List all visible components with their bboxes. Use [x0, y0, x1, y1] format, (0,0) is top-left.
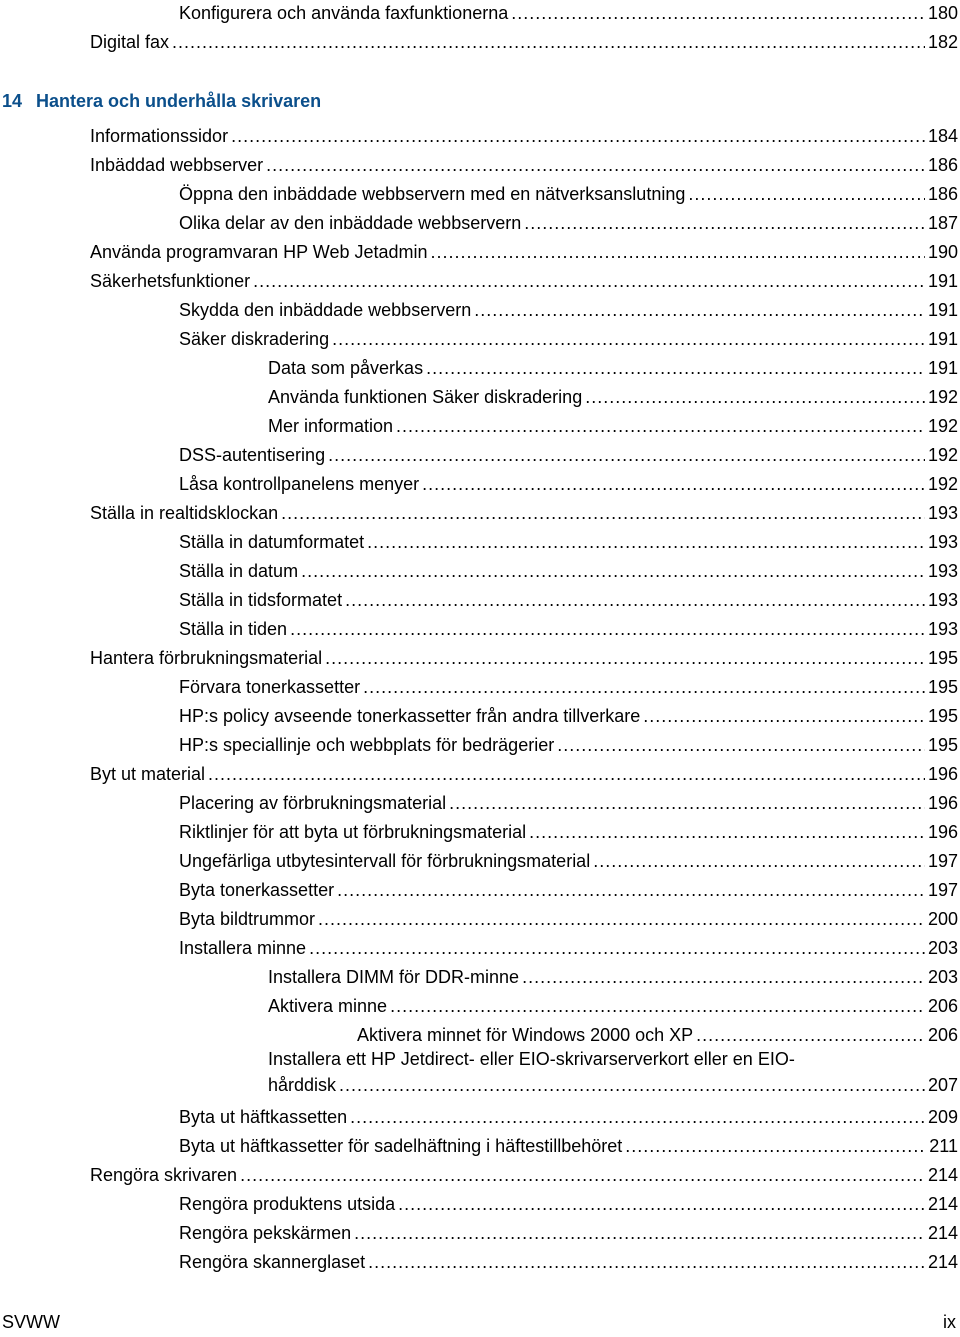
toc-page-number: 192: [927, 416, 958, 436]
toc-page-number: 193: [927, 532, 958, 552]
toc-entry-label: Informationssidor: [90, 126, 229, 146]
toc-entry[interactable]: [0, 208, 960, 234]
dot-leader: [337, 879, 925, 901]
toc-entry[interactable]: [0, 411, 960, 437]
toc-entry[interactable]: [0, 382, 960, 408]
toc-page-number: 193: [927, 619, 958, 639]
toc-entry-label: Ställa in tiden: [179, 619, 288, 639]
toc-entry-label: Ställa in realtidsklockan: [90, 503, 279, 523]
dot-leader: [426, 357, 925, 379]
dot-leader: [557, 734, 925, 756]
toc-page-number: 191: [927, 271, 958, 291]
toc-entry-label: Hantera förbrukningsmaterial: [90, 648, 323, 668]
toc-page-number: 182: [927, 32, 958, 52]
toc-entry-label: Öppna den inbäddade webbservern med en nätverksanslutning: [179, 184, 686, 204]
toc-page-number: 195: [927, 706, 958, 726]
toc-page-number: 186: [927, 184, 958, 204]
toc-entry[interactable]: [0, 121, 960, 147]
toc-page-number: 195: [927, 677, 958, 697]
toc-entry[interactable]: [0, 672, 960, 698]
toc-entry[interactable]: [0, 179, 960, 205]
dot-leader: [266, 154, 925, 176]
toc-page-number: 191: [927, 329, 958, 349]
toc-page-number: 209: [927, 1107, 958, 1127]
dot-leader: [511, 2, 925, 24]
toc-entry[interactable]: [0, 788, 960, 814]
toc-page-number: 184: [927, 126, 958, 146]
toc-page-number: 200: [927, 909, 958, 929]
toc-page-number: 196: [927, 822, 958, 842]
toc-page-number: 197: [927, 851, 958, 871]
toc-entry[interactable]: [0, 1189, 960, 1215]
dot-leader: [240, 1164, 925, 1186]
chapter-number: 14: [2, 91, 23, 111]
toc-entry-label: Rengöra produktens utsida: [179, 1194, 396, 1214]
toc-page-number: 193: [927, 503, 958, 523]
toc-entry-label: Digital fax: [90, 32, 170, 52]
toc-page-number: 214: [927, 1194, 958, 1214]
dot-leader: [696, 1024, 925, 1046]
toc-page-number: 192: [927, 387, 958, 407]
dot-leader: [585, 386, 925, 408]
dot-leader: [529, 821, 925, 843]
chapter-heading[interactable]: [2, 90, 321, 112]
toc-page-number: 191: [927, 300, 958, 320]
toc-entry[interactable]: [0, 237, 960, 263]
toc-entry[interactable]: [0, 1131, 960, 1157]
toc-entry-label: Skydda den inbäddade webbservern: [179, 300, 472, 320]
toc-entry[interactable]: [0, 933, 960, 959]
dot-leader: [593, 850, 925, 872]
toc-entry[interactable]: [0, 295, 960, 321]
toc-entry[interactable]: [0, 817, 960, 843]
toc-entry-label: Säker diskradering: [179, 329, 330, 349]
dot-leader: [350, 1106, 925, 1128]
toc-entry[interactable]: [0, 875, 960, 901]
toc-entry-label: Installera DIMM för DDR-minne: [268, 967, 520, 987]
dot-leader: [625, 1135, 926, 1157]
toc-entry-label: Använda funktionen Säker diskradering: [268, 387, 583, 407]
dot-leader: [325, 647, 925, 669]
toc-entry-label: Installera minne: [179, 938, 307, 958]
toc-entry-label: Rengöra skannerglaset: [179, 1252, 366, 1272]
toc-entry-multiline[interactable]: [268, 1046, 960, 1098]
toc-page-number: 180: [927, 3, 958, 23]
dot-leader: [354, 1222, 925, 1244]
toc-entry[interactable]: [0, 324, 960, 350]
dot-leader: [449, 792, 925, 814]
toc-entry[interactable]: [0, 27, 960, 53]
toc-page-number: 193: [927, 590, 958, 610]
toc-page-number: 197: [927, 880, 958, 900]
toc-entry-label: Säkerhetsfunktioner: [90, 271, 251, 291]
toc-entry-label: Rengöra pekskärmen: [179, 1223, 352, 1243]
toc-entry[interactable]: [0, 0, 960, 24]
dot-leader: [643, 705, 925, 727]
dot-leader: [367, 531, 925, 553]
toc-entry[interactable]: [0, 469, 960, 495]
toc-entry-label: DSS-autentisering: [179, 445, 326, 465]
toc-entry[interactable]: [0, 440, 960, 466]
toc-page-number: 211: [929, 1136, 958, 1156]
dot-leader: [172, 31, 925, 53]
dot-leader: [688, 183, 925, 205]
toc-entry-label: Ungefärliga utbytesintervall för förbrukningsmaterial: [179, 851, 591, 871]
dot-leader: [431, 241, 925, 263]
dot-leader: [524, 212, 925, 234]
toc-entry-label-continued: hårddisk: [268, 1075, 337, 1095]
toc-entry-label: Aktivera minnet för Windows 2000 och XP: [357, 1025, 694, 1045]
dot-leader: [339, 1072, 925, 1098]
toc-entry[interactable]: [0, 1020, 960, 1046]
dot-leader: [396, 415, 925, 437]
toc-page-number: 203: [927, 938, 958, 958]
dot-leader: [332, 328, 925, 350]
toc-entry-label: Konfigurera och använda faxfunktionerna: [179, 3, 509, 23]
toc-entry[interactable]: [0, 962, 960, 988]
toc-page-number: 192: [927, 474, 958, 494]
toc-entry-label: Placering av förbrukningsmaterial: [179, 793, 447, 813]
toc-entry-label: Byt ut material: [90, 764, 206, 784]
toc-entry[interactable]: [0, 759, 960, 785]
dot-leader: [474, 299, 925, 321]
toc-page-number: 214: [927, 1252, 958, 1272]
dot-leader: [318, 908, 925, 930]
toc-entry-label: Byta bildtrummor: [179, 909, 316, 929]
toc-entry-label: Byta ut häftkassetter för sadelhäftning i häftestillbehöret: [179, 1136, 623, 1156]
toc-entry[interactable]: [0, 353, 960, 379]
toc-entry[interactable]: [0, 991, 960, 1017]
dot-leader: [363, 676, 925, 698]
toc-entry-label: HP:s speciallinje och webbplats för bedrägerier: [179, 735, 555, 755]
dot-leader: [328, 444, 925, 466]
toc-page-number: 207: [927, 1075, 958, 1095]
toc-entry-label: Olika delar av den inbäddade webbservern: [179, 213, 522, 233]
toc-entry[interactable]: [0, 150, 960, 176]
dot-leader: [390, 995, 925, 1017]
toc-page-number: 196: [927, 793, 958, 813]
toc-page-number: 206: [927, 1025, 958, 1045]
toc-entry[interactable]: [0, 527, 960, 553]
toc-entry-label: Rengöra skrivaren: [90, 1165, 238, 1185]
toc-page-number: 193: [927, 561, 958, 581]
toc-page-number: 195: [927, 648, 958, 668]
toc-page-number: 187: [927, 213, 958, 233]
toc-entry[interactable]: [0, 730, 960, 756]
toc-entry-label: Riktlinjer för att byta ut förbrukningsmaterial: [179, 822, 527, 842]
toc-entry[interactable]: [0, 643, 960, 669]
footer-doc-code: SVWW: [2, 1312, 60, 1332]
page-footer: [0, 1312, 960, 1334]
toc-entry-label: Ställa in datumformatet: [179, 532, 365, 552]
toc-page-number: 203: [927, 967, 958, 987]
toc-page-number: 196: [927, 764, 958, 784]
toc-entry[interactable]: [0, 498, 960, 524]
toc-entry[interactable]: [0, 556, 960, 582]
toc-page-number: 195: [927, 735, 958, 755]
toc-entry-label: Data som påverkas: [268, 358, 424, 378]
toc-entry-label: Byta ut häftkassetten: [179, 1107, 348, 1127]
toc-entry-label: Aktivera minne: [268, 996, 388, 1016]
toc-entry-label: Installera ett HP Jetdirect- eller EIO-skrivarserverkort eller en EIO-: [268, 1049, 795, 1069]
dot-leader: [309, 937, 925, 959]
toc-page-number: 206: [927, 996, 958, 1016]
toc-entry-label: Ställa in tidsformatet: [179, 590, 343, 610]
dot-leader: [345, 589, 925, 611]
toc-page-number: 214: [927, 1165, 958, 1185]
chapter-title: Hantera och underhålla skrivaren: [36, 91, 322, 111]
toc-page-number: 192: [927, 445, 958, 465]
toc-entry-label: HP:s policy avseende tonerkassetter från andra tillverkare: [179, 706, 641, 726]
dot-leader: [253, 270, 925, 292]
dot-leader: [208, 763, 925, 785]
toc-entry-label: Byta tonerkassetter: [179, 880, 335, 900]
toc-entry[interactable]: [0, 614, 960, 640]
toc-entry-label: Förvara tonerkassetter: [179, 677, 361, 697]
toc-entry[interactable]: [0, 585, 960, 611]
toc-page-number: 190: [927, 242, 958, 262]
dot-leader: [231, 125, 925, 147]
toc-entry[interactable]: [0, 1247, 960, 1273]
toc-entry-label: Låsa kontrollpanelens menyer: [179, 474, 420, 494]
dot-leader: [281, 502, 925, 524]
dot-leader: [368, 1251, 925, 1273]
toc-entry[interactable]: [0, 1102, 960, 1128]
dot-leader: [422, 473, 925, 495]
dot-leader: [290, 618, 925, 640]
toc-entry-label: Mer information: [268, 416, 394, 436]
toc-page-number: 186: [927, 155, 958, 175]
toc-entry[interactable]: [0, 904, 960, 930]
toc-page-number: 214: [927, 1223, 958, 1243]
dot-leader: [398, 1193, 925, 1215]
toc-entry-label: Ställa in datum: [179, 561, 299, 581]
toc-entry[interactable]: [0, 846, 960, 872]
toc-entry-label: Använda programvaran HP Web Jetadmin: [90, 242, 428, 262]
toc-entry-label: Inbäddad webbserver: [90, 155, 264, 175]
toc-entry[interactable]: [0, 1160, 960, 1186]
toc-page-number: 191: [927, 358, 958, 378]
footer-page-number: ix: [943, 1312, 956, 1332]
toc-entry[interactable]: [0, 1218, 960, 1244]
toc-entry[interactable]: [0, 701, 960, 727]
dot-leader: [522, 966, 925, 988]
dot-leader: [301, 560, 925, 582]
toc-entry[interactable]: [0, 266, 960, 292]
